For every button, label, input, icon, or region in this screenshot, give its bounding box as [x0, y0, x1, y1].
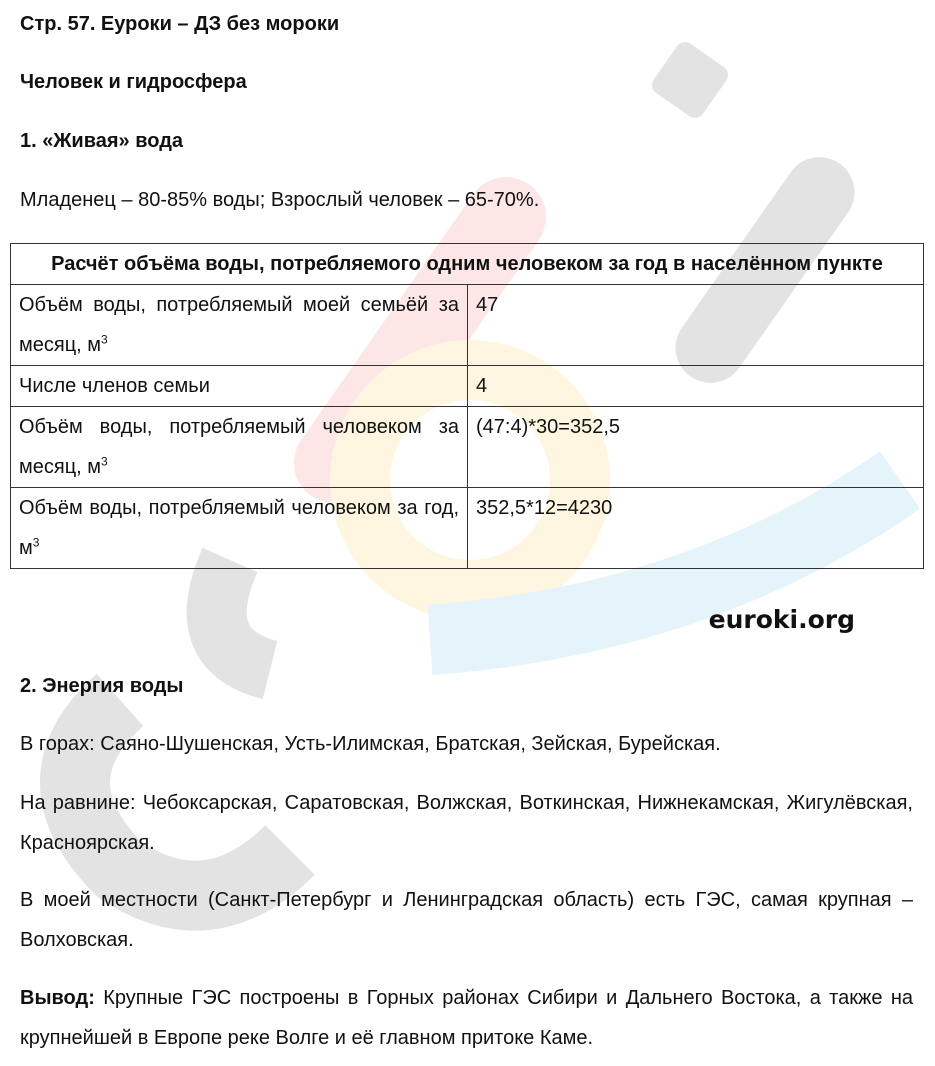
table-header: Расчёт объёма воды, потребляемого одним человеком за год в населённом пункте: [11, 244, 924, 285]
local-station-text: В моей местности (Санкт-Петербург и Ленинградская область) есть ГЭС, самая крупная – Волховская.: [20, 889, 913, 951]
row-value: 47: [468, 285, 924, 366]
table-row: [11, 366, 924, 407]
row-value: (47:4)*30=352,5: [468, 407, 924, 488]
row-label: Объём воды, потребляемый человеком за год, $м^3$: [11, 488, 468, 569]
row-value: 352,5*12=4230: [468, 488, 924, 569]
water-content-text: Младенец – 80-85% воды; Взрослый человек – 65-70%.: [20, 189, 540, 211]
row-label: Числе членов семьи: [11, 366, 468, 407]
conclusion-paragraph: [20, 978, 913, 1058]
conclusion-text: Крупные ГЭС построены в Горных районах Сибири и Дальнего Востока, а также на крупнейшей в Европе реке Волге и её главном притоке Каме.: [20, 987, 913, 1049]
table-row: [11, 488, 924, 569]
mountain-stations-text: В горах: Саяно-Шушенская, Усть-Илимская, Братская, Зейская, Бурейская.: [20, 733, 721, 755]
row-label: Объём воды, потребляемый моей семьёй за месяц, $м^3$: [11, 285, 468, 366]
site-watermark-label: euroki.org: [708, 605, 855, 634]
section-1-heading: 1. «Живая» вода: [20, 130, 184, 152]
row-label: Объём воды, потребляемый человеком за месяц, $м^3$: [11, 407, 468, 488]
conclusion-label: Вывод:: [20, 987, 95, 1009]
table-row: [11, 407, 924, 488]
table-row: [11, 285, 924, 366]
row-value: 4: [468, 366, 924, 407]
section-2-heading: 2. Энергия воды: [20, 675, 184, 697]
page-title: Стр. 57. Еуроки – ДЗ без мороки: [20, 13, 340, 35]
topic-heading: Человек и гидросфера: [20, 71, 247, 93]
plain-stations-text: На равнине: Чебоксарская, Саратовская, Волжская, Воткинская, Нижнекамская, Жигулёвская, Красноярская.: [20, 792, 913, 854]
water-calculation-table: [10, 243, 924, 569]
